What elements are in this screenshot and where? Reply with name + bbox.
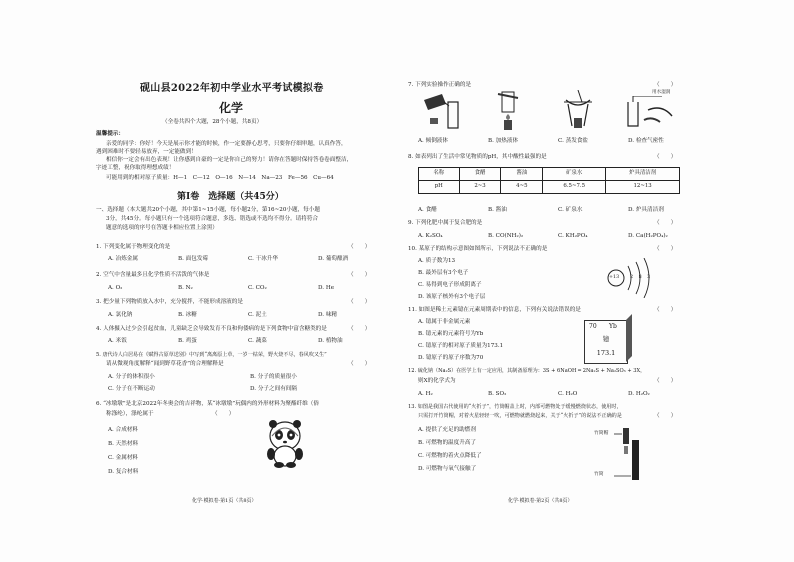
- subject-title: 化学: [219, 101, 244, 115]
- option: B. 冰糖: [178, 312, 197, 318]
- option: B. CO(NH₂)₂: [488, 233, 524, 239]
- section-intro: 一、选择题（本大题共20个小题，其中第1~15小题，每小题2分，第16~20小题，每小题: [96, 207, 320, 213]
- option: B. 鸡蛋: [178, 338, 197, 344]
- table-cell: 6.5~7.5: [543, 181, 606, 194]
- option: A. 合成材料: [108, 427, 138, 433]
- question-12-cont: 则X的化学式为: [418, 378, 456, 384]
- option: D. 葡萄酿酒: [318, 256, 349, 262]
- option: C. 镱原子的相对原子质量为173.1: [418, 343, 504, 349]
- answer-paren: （ ）: [348, 361, 371, 367]
- check-airtightness-icon: [622, 96, 678, 132]
- table-header: 名称: [419, 168, 460, 181]
- tips-title: 温馨提示：: [96, 131, 124, 137]
- table-cell: 4~5: [501, 181, 543, 194]
- option: C. 分子在不断运动: [108, 386, 155, 392]
- table-row: [419, 181, 680, 194]
- option: D. 分子之间有间隔: [250, 386, 297, 392]
- option: C. 蒸发食盐: [558, 138, 589, 144]
- question-4: 4. 人体摄入过少会引起贫血，儿童缺乏会导致发育不良和佝偻病的是下列食物中富含糖类的是: [96, 326, 327, 332]
- water-label: 用水湿润: [652, 90, 671, 95]
- option: A. 分子的体积很小: [108, 374, 155, 380]
- option: C. KH₂PO₄: [558, 233, 588, 239]
- section-intro: 3分，共45分。每小题只有一个选项符合题意，多选、错选或不选均不得分。请将符合: [106, 216, 319, 222]
- tips-line: 遇到困难时不要轻易放弃，一定能做到！: [96, 149, 197, 155]
- question-8: 8. 如表列出了生活中常见物质的pH，其中酸性最强的是: [408, 154, 547, 160]
- option: B. 最外层有3个电子: [418, 270, 469, 276]
- tips-line: 亲爱的同学：你好！今天是展示你才能的时候，作一定要静心思考，只要你仔细审题，认真作答，: [106, 141, 347, 147]
- option: A. O₂: [108, 285, 123, 291]
- answer-paren: （ ）: [654, 154, 677, 160]
- option: D. 复合材料: [108, 469, 139, 475]
- option: D. 植物油: [318, 338, 343, 344]
- bamboo-cap-label: 竹筒帽: [594, 431, 609, 436]
- element-number: 70: [589, 323, 597, 330]
- question-1-options: [108, 256, 388, 264]
- answer-paren: （ ）: [348, 272, 371, 278]
- option: B. N₂: [178, 285, 193, 291]
- exam-title: 砚山县2022年初中学业水平考试模拟卷: [140, 83, 324, 94]
- page-footer: 化学·模拟卷·第1页（共8页）: [192, 498, 257, 504]
- element-card-shadow: [626, 314, 634, 362]
- option: C. 金属材料: [108, 455, 139, 461]
- table-header: 食醋: [459, 168, 501, 181]
- option: B. 可燃物的温度升高了: [418, 440, 477, 446]
- page-1: [96, 0, 384, 562]
- option: B. 加热液体: [488, 138, 519, 144]
- question-10: 10. 某原子的结构示意图如图所示，下列说法不正确的是: [408, 246, 548, 252]
- question-6: 6. “冰墩墩”是北京2022年冬奥会的吉祥物，某“冰墩墩”玩偶内的外形材料为聚酯纤维（俗: [96, 401, 319, 407]
- question-3: 3. 把少量下列物质放入水中，充分搅拌，不能形成溶液的是: [96, 299, 243, 305]
- option: C. 易得到电子形成阴离子: [418, 282, 482, 288]
- page-footer: 化学·模拟卷·第2页（共8页）: [508, 498, 573, 504]
- option: A. 食醋: [418, 207, 437, 213]
- option: D. 镱原子的原子序数为70: [418, 355, 484, 361]
- heat-liquid-icon: [488, 90, 528, 134]
- answer-paren: （ ）: [348, 244, 371, 250]
- question-7-options: [418, 138, 698, 146]
- question-7: 7. 下列实验操作正确的是: [408, 82, 472, 88]
- answer-paren: （ ）: [212, 411, 235, 417]
- option: C. 泥土: [248, 312, 267, 318]
- option: B. 镱元素的元素符号为Yb: [418, 331, 484, 337]
- question-3-options: [108, 312, 388, 320]
- answer-paren: （ ）: [654, 220, 677, 226]
- answer-paren: （ ）: [654, 378, 677, 384]
- table-cell: 12~13: [606, 181, 680, 194]
- ph-table: [418, 167, 680, 194]
- option: C. 蔬菜: [248, 338, 267, 344]
- option: D. Ca(H₂PO₄)₂: [628, 233, 668, 239]
- table-header: 矿泉水: [543, 168, 606, 181]
- table-cell: pH: [419, 181, 460, 194]
- table-header: 酱油: [501, 168, 543, 181]
- option: B. 面包发霉: [178, 256, 209, 262]
- table-header-row: [419, 168, 680, 181]
- option: A. 冶炼金属: [108, 256, 138, 262]
- option: D. 该原子核外有3个电子层: [418, 294, 486, 300]
- option: A. 氯化钠: [108, 312, 133, 318]
- answer-paren: （ ）: [348, 299, 371, 305]
- option: D. 炉具清洁剂: [628, 207, 664, 213]
- question-12-options: [418, 391, 698, 399]
- question-2-options: [108, 285, 388, 293]
- option: D. 味精: [318, 312, 338, 318]
- answer-paren: （ ）: [654, 82, 677, 88]
- element-card: [584, 320, 628, 364]
- answer-paren: （ ）: [654, 246, 677, 252]
- panda-mascot-icon: [262, 418, 308, 468]
- atom-shell-electrons: 2 8 3: [630, 275, 653, 280]
- tips-line: 相信你一定会有出色表现！让你感到自豪的一定是你自己的努力！请你在答题时保持答卷卷面整洁，: [106, 157, 353, 163]
- fire-starter-icon: [614, 426, 644, 482]
- option: C. H₂O: [558, 391, 578, 397]
- option: A. H₂: [418, 391, 433, 397]
- page-2: [408, 0, 690, 562]
- option: A. 质子数为13: [418, 258, 456, 264]
- tips-line: 字迹工整，祝你取得理想成绩！: [96, 165, 175, 171]
- table-cell: 2~3: [459, 181, 501, 194]
- question-5: 5. 唐代诗人白居易在《赋得古原草送别》中写到“离离原上草，一岁一枯荣，野火烧不尽，春风吹又生”: [96, 352, 327, 358]
- question-9-options: [418, 233, 698, 241]
- question-5-cont: 请从微观角度解释“闻到野草花香”的合理解释是: [106, 361, 224, 367]
- element-symbol: Yb: [609, 323, 617, 330]
- option: D. 检查气密性: [628, 138, 664, 144]
- question-1: 1. 下列变化属于物理变化的是: [96, 244, 171, 250]
- table-header: 炉具清洁剂: [606, 168, 680, 181]
- atomic-masses: 可能用到的相对原子质量：H—1 C—12 O—16 N—14 Na—23 Fe—56 Cu—64: [106, 175, 334, 181]
- option: C. 矿泉水: [558, 207, 583, 213]
- question-12: 12. 硫化钠（Na₂S）在医学上有一定应用，其制备原理为：3S + 6NaOH ═ 2Na₂S + Na₂SO₃ + 3X，: [408, 368, 646, 374]
- option: C. 可燃物的着火点降低了: [418, 453, 482, 459]
- option: B. 天然材料: [108, 441, 139, 447]
- atom-nucleus-label: +13: [609, 275, 620, 280]
- exam-note: （全卷共四个大题，28个小题，共8页）: [162, 119, 263, 125]
- option: A. 镱属于非金属元素: [418, 319, 471, 325]
- element-name: 镱: [602, 335, 610, 343]
- option: B. SO₂: [488, 391, 507, 397]
- question-13-cont: 只需打开竹筒帽，对着火星轻轻一吹，可燃物就燃烧起来，关于“火折子”的说法不正确的是: [418, 413, 622, 419]
- answer-paren: （ ）: [348, 326, 371, 332]
- option: D. He: [318, 285, 335, 291]
- option: A. K₂SO₄: [418, 233, 443, 239]
- option: A. 米饭: [108, 338, 127, 344]
- question-9: 9. 下列化肥中属于复合肥的是: [408, 220, 483, 226]
- question-13: 13. 如图是我国古代使用的“火折子”，竹筒帽盖上时，内部可燃物处于缓慢燃烧状态，使用时，: [408, 404, 622, 410]
- option: A. 倾倒液体: [418, 138, 448, 144]
- question-6-cont: 称涤纶），涤纶属于: [106, 411, 154, 417]
- bamboo-tube-label: 竹筒: [594, 472, 604, 477]
- option: D. 可燃物与氧气接触了: [418, 466, 477, 472]
- section-title: 第Ⅰ卷 选择题（共45分）: [177, 192, 284, 202]
- question-8-options: [418, 207, 698, 215]
- evaporate-salt-icon: [558, 90, 598, 134]
- option: C. CO₂: [248, 285, 267, 291]
- option: B. 酱油: [488, 207, 507, 213]
- question-4-options: [108, 338, 388, 346]
- element-mass: 173.1: [596, 349, 616, 357]
- option: D. H₂O₂: [628, 391, 650, 397]
- option: A. 提供了充足的助燃剂: [418, 427, 476, 433]
- section-intro: 题意的选项的序号在答题卡相应位置上涂黑）: [106, 225, 218, 231]
- question-11: 11. 如图是稀土元素镱在元素周期表中的信息，下列有关说法错误的是: [408, 307, 581, 313]
- question-2: 2. 空气中含量最多且化学性质不活泼的气体是: [96, 272, 210, 278]
- answer-paren: （ ）: [654, 307, 677, 313]
- answer-paren: （ ）: [654, 413, 677, 419]
- pour-liquid-icon: [418, 92, 466, 132]
- option: C. 干冰升华: [248, 256, 279, 262]
- option: B. 分子的质量很小: [250, 374, 297, 380]
